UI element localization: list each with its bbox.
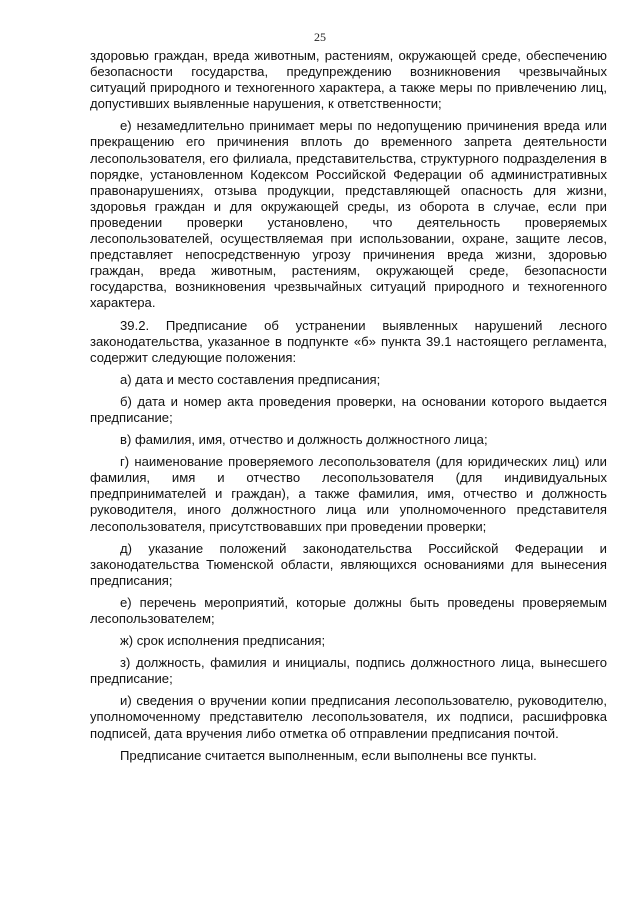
list-item-v: в) фамилия, имя, отчество и должность должностного лица; bbox=[120, 432, 488, 448]
list-item-b: б) дата и номер акта проведения проверки, на основании которого выдается предписание; bbox=[90, 393, 607, 425]
list-item-d: д) указание положений законодательства Российской Федерации и законодательства Тюменской области, являющихся основаниями для вынесения предписания; bbox=[90, 540, 607, 588]
paragraph-39-2: 39.2. Предписание об устранении выявленных нарушений лесного законодательства, указанное в подпункте «б» пункта 39.1 настоящего регламента, содержит следующие положения: bbox=[90, 317, 607, 365]
list-item-z: з) должность, фамилия и инициалы, подпись должностного лица, вынесшего предписание; bbox=[90, 655, 607, 687]
paragraph-continuation: здоровью граждан, вреда животным, растениям, окружающей среде, обеспечению безопасности государства, предупреждению возникновения чрезвычайных ситуаций природного и техногенного характера, а также меры по привлечению лиц, допустивших выявленные нарушения, к ответственности; bbox=[90, 48, 607, 112]
list-item-e: е) перечень мероприятий, которые должны быть проведены проверяемым лесопользователем; bbox=[90, 594, 607, 626]
list-item-a: а) дата и место составления предписания; bbox=[120, 371, 381, 387]
list-item-g: г) наименование проверяемого лесопользователя (для юридических лиц) или фамилия, имя и отчество лесопользователя (для индивидуальных предпринимателей и граждан), а также фамилия, имя, отчество и должность руководителя, иного должностного лица или уполномоченного представителя лесопользователя, присутствовавших при проведении проверки; bbox=[90, 454, 607, 534]
paragraph-item-e: е) незамедлительно принимает меры по недопущению причинения вреда или прекращению его причинения вплоть до временного запрета деятельности лесопользователя, его филиала, представительства, структурного подразделения в порядке, установленном Кодексом Российской Федерации об административных правонарушениях, отзыва продукции, представляющей опасность для жизни, здоровья граждан и для окружающей среды, из оборота в случае, если при проведении проверки установлено, что деятельность проверяемых лесопользователей, осуществляемая при использовании, охране, защите лесов, представляет непосредственную угрозу причинения вреда жизни, здоровью граждан, вреда животным, растениям, окружающей среде, безопасности государства, возникновения чрезвычайных ситуаций природного и техногенного характера. bbox=[90, 118, 607, 311]
document-body bbox=[90, 48, 607, 770]
closing-paragraph: Предписание считается выполненным, если выполнены все пункты. bbox=[120, 747, 537, 763]
list-item-i: и) сведения о вручении копии предписания лесопользователю, руководителю, уполномоченному представителю лесопользователя, их подписи, расшифровка подписей, дата вручения либо отметка об отправлении предписания почтой. bbox=[90, 693, 607, 741]
list-item-zh: ж) срок исполнения предписания; bbox=[120, 633, 326, 649]
page-number: 25 bbox=[314, 30, 326, 44]
